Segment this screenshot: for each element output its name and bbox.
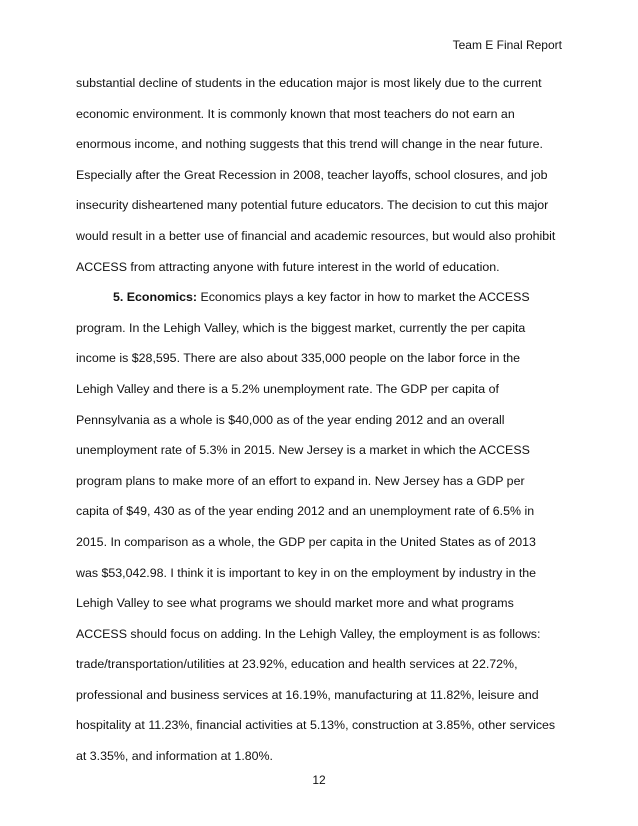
body-line: unemployment rate of 5.3% in 2015. New Jersey is a market in which the ACCESS [76,443,530,458]
body-line: trade/transportation/utilities at 23.92%, education and health services at 22.72%, [76,657,518,672]
body-line: Lehigh Valley and there is a 5.2% unemployment rate. The GDP per capita of [76,381,499,396]
body-line: economic environment. It is commonly known that most teachers do not earn an [76,106,515,121]
body-line: insecurity disheartened many potential future educators. The decision to cut this major [76,198,549,213]
body-line: ACCESS from attracting anyone with future interest in the world of education. [76,259,500,274]
body-line: at 3.35%, and information at 1.80%. [76,749,273,764]
body-line: capita of $49, 430 as of the year ending 2012 and an unemployment rate of 6.5% in [76,504,535,519]
body-line: was $53,042.98. I think it is important to key in on the employment by industry in the [76,565,537,580]
body-line: would result in a better use of financial and academic resources, but would also prohibit [76,228,556,243]
body-text [76,68,566,772]
body-line: Pennsylvania as a whole is $40,000 as of the year ending 2012 and an overall [76,412,505,427]
body-line: income is $28,595. There are also about 335,000 people on the labor force in the [76,351,521,366]
section-first-line [76,282,566,313]
body-line: Especially after the Great Recession in 2008, teacher layoffs, school closures, and job [76,167,548,182]
body-line: ACCESS should focus on adding. In the Lehigh Valley, the employment is as follows: [76,626,541,641]
body-line: 2015. In comparison as a whole, the GDP per capita in the United States as of 2013 [76,534,536,549]
body-line: hospitality at 11.23%, financial activities at 5.13%, construction at 3.85%, other services [76,718,556,733]
body-line: enormous income, and nothing suggests that this trend will change in the near future. [76,137,543,152]
page-number: 12 [312,773,326,787]
running-head: Team E Final Report [452,38,562,52]
section-first-line-text: Economics plays a key factor in how to market the ACCESS [197,290,530,305]
body-line: program plans to make more of an effort to expand in. New Jersey has a GDP per [76,473,525,488]
body-line: program. In the Lehigh Valley, which is the biggest market, currently the per capita [76,320,526,335]
body-line: substantial decline of students in the education major is most likely due to the current [76,76,542,90]
body-line: Lehigh Valley to see what programs we should market more and what programs [76,596,514,611]
body-line: professional and business services at 16.19%, manufacturing at 11.82%, leisure and [76,687,539,702]
section-heading: 5. Economics: [113,290,198,305]
